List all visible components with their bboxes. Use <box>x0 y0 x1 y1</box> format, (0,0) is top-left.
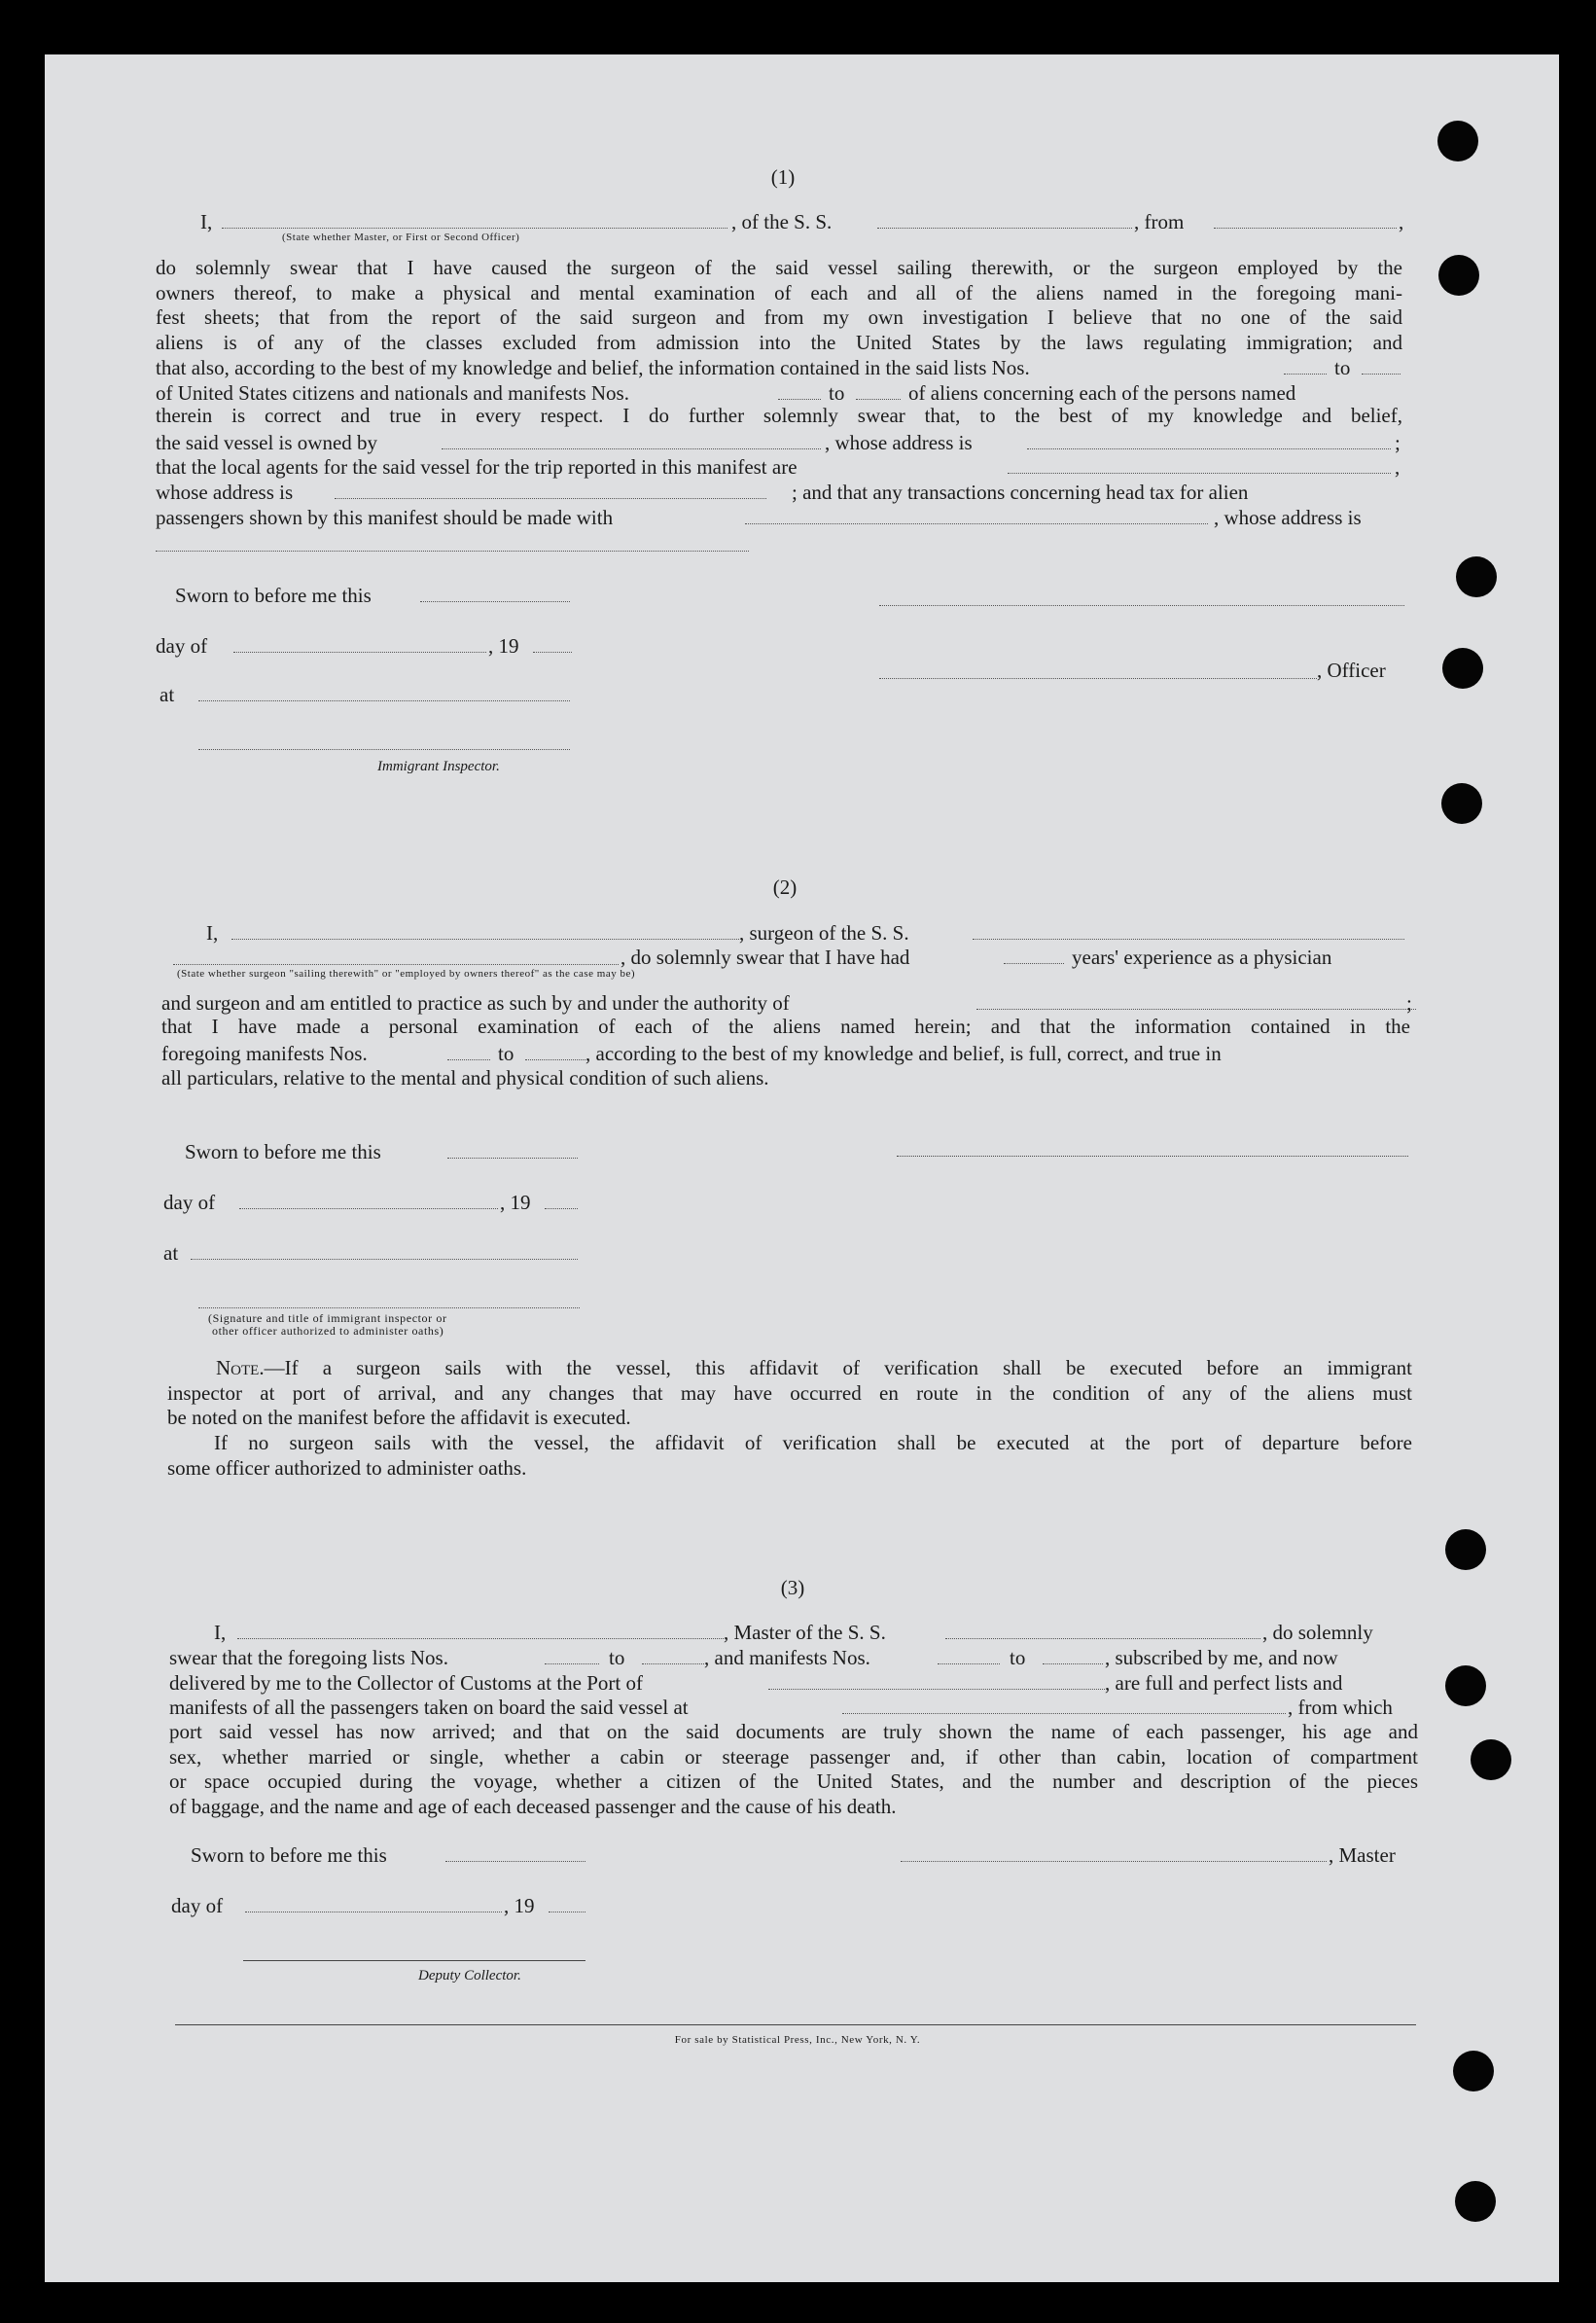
punch-hole <box>1453 2051 1494 2091</box>
master-signature-line[interactable] <box>901 1861 1327 1862</box>
officer-name-field[interactable] <box>222 228 727 229</box>
years-field[interactable] <box>1004 963 1064 964</box>
day-of-label: day of <box>171 1894 224 1917</box>
officer-label: , Officer <box>1317 659 1386 682</box>
body-line: that the local agents for the said vessel for the trip reported in this manifest are <box>156 455 798 479</box>
punch-hole <box>1438 255 1479 296</box>
body-line: sex, whether married or single, whether a cabin or steerage passenger and, if other than cabin, location of compartment <box>169 1744 1418 1769</box>
label-comma: , <box>1399 210 1404 233</box>
inspector-signature-field[interactable] <box>198 749 570 750</box>
body-line: ; and that any transactions concerning head tax for alien <box>792 481 1249 504</box>
field-caption: (State whether surgeon "sailing therewith" or "employed by owners thereof" as the case may be) <box>177 968 636 980</box>
sworn-date-field[interactable] <box>420 601 570 602</box>
at-label: at <box>160 683 175 706</box>
body-line: , from which <box>1288 1696 1393 1719</box>
officer-signature-line-1[interactable] <box>879 605 1404 606</box>
day-of-label: day of <box>156 634 208 658</box>
body-line: passengers shown by this manifest should be made with <box>156 506 614 529</box>
body-line: , do solemnly swear that I have had <box>621 946 910 969</box>
label-comma: , <box>1395 455 1401 479</box>
label-master-ss: , Master of the S. S. <box>724 1621 886 1644</box>
year-label: , 19 <box>500 1191 531 1214</box>
owner-address-field[interactable] <box>1027 448 1391 449</box>
body-line: , whose address is <box>1214 506 1362 529</box>
collector-signature-line[interactable] <box>243 1960 585 1961</box>
list-no-from-field[interactable] <box>1284 374 1327 375</box>
label-do-solemnly: , do solemnly <box>1262 1621 1373 1644</box>
body-line: delivered by me to the Collector of Customs at the Port of <box>169 1671 643 1695</box>
body-line: , whose address is <box>825 431 973 454</box>
punch-hole <box>1437 121 1478 161</box>
section-number: (1) <box>770 165 796 189</box>
body-line: owners thereof, to make a physical and mental examination of each and all of the aliens named in the foregoing mani- <box>156 280 1402 304</box>
label-to: to <box>829 381 845 405</box>
body-line: or space occupied during the voyage, whether a citizen of the United States, and the number and description of the pieces <box>169 1769 1418 1794</box>
footer-rule <box>175 2024 1416 2025</box>
label-surgeon-ss: , surgeon of the S. S. <box>739 921 909 945</box>
note-block <box>167 1356 1412 1482</box>
label-i: I, <box>214 1621 227 1644</box>
body-line: therein is correct and true in every respect. I do further solemnly swear that, to the best of my knowledge and belief, <box>156 404 1402 427</box>
signature-caption: other officer authorized to administer oaths) <box>212 1324 444 1338</box>
manifest-no-to-field[interactable] <box>1043 1663 1103 1664</box>
sworn-label: Sworn to before me this <box>191 1843 387 1867</box>
ship-name-field[interactable] <box>877 228 1132 229</box>
label-to: to <box>1010 1646 1026 1669</box>
at-field[interactable] <box>191 1259 578 1260</box>
punch-hole <box>1456 556 1497 597</box>
footer-imprint: For sale by Statistical Press, Inc., New York, N. Y. <box>674 2034 921 2046</box>
body-line: , are full and perfect lists and <box>1105 1671 1343 1695</box>
year-label: , 19 <box>488 634 519 658</box>
label-to: to <box>1334 356 1351 379</box>
body-line: the said vessel is owned by <box>156 431 378 454</box>
punch-hole <box>1441 783 1482 824</box>
section1-body <box>156 256 1402 356</box>
body-line: do solemnly swear that I have caused the surgeon of the said vessel sailing therewith, or the surgeon employed by the <box>156 256 1402 279</box>
label-to: to <box>609 1646 625 1669</box>
officer-signature-line-2[interactable] <box>879 678 1317 679</box>
manifest-no-from-field[interactable] <box>778 399 821 400</box>
manifest-no-from-field[interactable] <box>447 1059 490 1060</box>
surgeon-signature-line[interactable] <box>897 1156 1408 1157</box>
list-no-to-field[interactable] <box>642 1663 704 1664</box>
body-line: port said vessel has now arrived; and that on the said documents are truly shown the name of each passenger, his age and <box>169 1720 1418 1743</box>
sworn-label: Sworn to before me this <box>185 1140 381 1163</box>
body-line: , according to the best of my knowledge and belief, is full, correct, and true in <box>585 1042 1222 1065</box>
at-label: at <box>163 1241 179 1265</box>
manifest-no-to-field[interactable] <box>525 1059 585 1060</box>
body-line: years' experience as a physician <box>1072 946 1332 969</box>
master-label: , Master <box>1329 1843 1396 1867</box>
departure-port-field[interactable] <box>842 1713 1286 1714</box>
body-line: aliens is of any of the classes excluded from admission into the United States by the laws regulating immigration; and <box>156 331 1402 355</box>
body-line: that I have made a personal examination of each of the aliens named herein; and that the information contained in the <box>161 1015 1410 1038</box>
list-no-to-field[interactable] <box>1362 374 1401 375</box>
note-line: some officer authorized to administer oaths. <box>167 1455 527 1480</box>
label-from: , from <box>1134 210 1185 233</box>
body-line: of United States citizens and nationals and manifests Nos. <box>156 381 629 405</box>
body-line: and surgeon and am entitled to practice as such by and under the authority of <box>161 991 790 1015</box>
list-no-from-field[interactable] <box>545 1663 599 1664</box>
body-line: , subscribed by me, and now <box>1105 1646 1338 1669</box>
day-of-label: day of <box>163 1191 216 1214</box>
punch-hole <box>1445 1665 1486 1706</box>
punch-hole <box>1442 648 1483 689</box>
head-tax-agent-field[interactable] <box>745 523 1208 524</box>
surgeon-capacity-field[interactable] <box>173 964 619 965</box>
section3-body <box>169 1720 1418 1820</box>
body-line: manifests of all the passengers taken on board the said vessel at <box>169 1696 689 1719</box>
body-line: fest sheets; that from the report of the said surgeon and from my own investigation I believe that no one of the said <box>156 305 1402 330</box>
inspector-caption: Immigrant Inspector. <box>377 759 500 774</box>
agents-address-field[interactable] <box>335 498 766 499</box>
at-field[interactable] <box>198 700 570 701</box>
body-line: of baggage, and the name and age of each deceased passenger and the cause of his death. <box>169 1795 897 1819</box>
section-number: (3) <box>780 1576 805 1599</box>
body-line: swear that the foregoing lists Nos. <box>169 1646 448 1669</box>
punch-hole <box>1455 2181 1496 2222</box>
day-of-field[interactable] <box>233 652 486 653</box>
year-label: , 19 <box>504 1894 535 1917</box>
body-line: that also, according to the best of my knowledge and belief, the information contained in the said lists Nos. <box>156 356 1030 379</box>
ship-name-field[interactable] <box>973 939 1404 940</box>
manifest-no-to-field[interactable] <box>856 399 901 400</box>
port-field[interactable] <box>768 1689 1105 1690</box>
note-line: inspector at port of arrival, and any changes that may have occurred en route in the condition of any of the aliens must <box>167 1380 1412 1405</box>
note-line: If no surgeon sails with the vessel, the affidavit of verification shall be executed at the port of departure before <box>214 1431 1412 1455</box>
note-line: be noted on the manifest before the affidavit is executed. <box>167 1406 631 1430</box>
sworn-label: Sworn to before me this <box>175 584 372 607</box>
manifest-no-from-field[interactable] <box>938 1663 1000 1664</box>
label-of-ss: , of the S. S. <box>731 210 833 233</box>
port-from-field[interactable] <box>1214 228 1397 229</box>
label-semicolon: ; <box>1406 991 1412 1015</box>
collector-caption: Deputy Collector. <box>418 1968 521 1983</box>
punch-hole <box>1471 1739 1511 1780</box>
signature-caption: (Signature and title of immigrant inspector or <box>208 1311 447 1325</box>
body-line: foregoing manifests Nos. <box>161 1042 368 1065</box>
agents-field[interactable] <box>1008 473 1391 474</box>
label-i: I, <box>200 210 213 233</box>
label-to: to <box>498 1042 514 1065</box>
sworn-date-field[interactable] <box>445 1861 585 1862</box>
body-line: , and manifests Nos. <box>704 1646 870 1669</box>
year-field[interactable] <box>545 1208 578 1209</box>
sworn-date-field[interactable] <box>447 1158 578 1159</box>
owner-field[interactable] <box>442 448 821 449</box>
ship-name-field[interactable] <box>945 1638 1260 1639</box>
year-field[interactable] <box>533 652 572 653</box>
field-caption: (State whether Master, or First or Second Officer) <box>282 232 520 243</box>
body-line: all particulars, relative to the mental and physical condition of such aliens. <box>161 1066 769 1090</box>
punch-hole <box>1445 1529 1486 1570</box>
label-semicolon: ; <box>1395 431 1401 454</box>
inspector-signature-field[interactable] <box>198 1307 580 1308</box>
label-i: I, <box>206 921 219 945</box>
note-line: —If a surgeon sails with the vessel, this affidavit of verification shall be executed before an immigrant <box>264 1356 1412 1379</box>
day-of-field[interactable] <box>239 1208 498 1209</box>
surgeon-name-field[interactable] <box>231 939 739 940</box>
authority-field[interactable] <box>976 1009 1416 1010</box>
head-tax-address-field[interactable] <box>156 551 749 552</box>
master-name-field[interactable] <box>237 1638 724 1639</box>
section-number: (2) <box>772 876 798 899</box>
note-label: Note. <box>216 1356 265 1379</box>
body-line: of aliens concerning each of the persons named <box>908 381 1296 405</box>
body-line: whose address is <box>156 481 294 504</box>
